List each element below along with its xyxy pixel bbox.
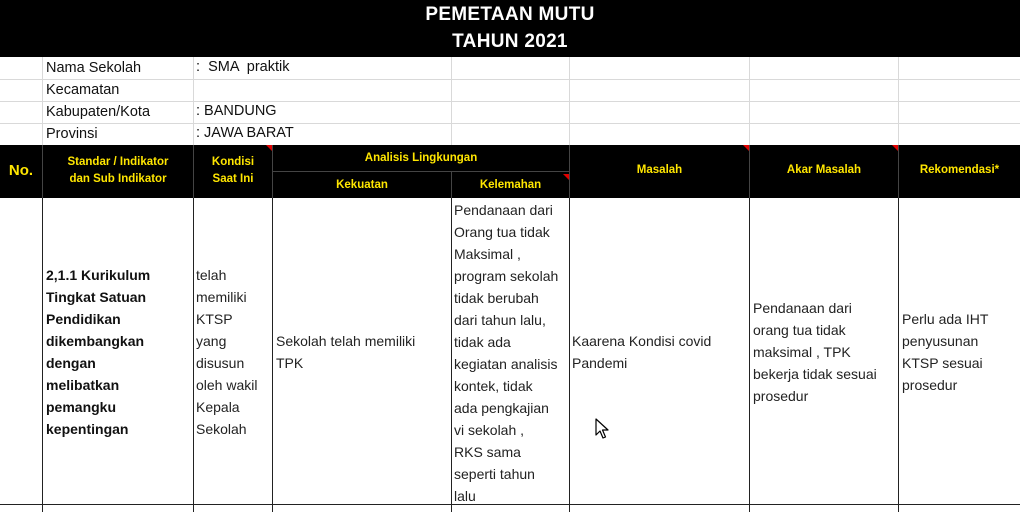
cell-line: Kepala — [196, 399, 240, 415]
info-label: Nama Sekolah — [46, 60, 142, 76]
info-row-nama-sekolah[interactable] — [0, 57, 1020, 80]
cell-line: KTSP — [196, 311, 233, 327]
cell-line: lalu — [454, 488, 476, 504]
info-value: : BANDUNG — [196, 103, 277, 119]
cell-line: memiliki — [196, 289, 247, 305]
cell-standar[interactable] — [46, 264, 191, 440]
info-row-provinsi[interactable] — [0, 123, 1020, 146]
comment-marker-icon[interactable] — [563, 174, 569, 180]
cell-line: program sekolah — [454, 268, 559, 284]
cell-line: Sekolah — [196, 421, 247, 437]
col-akar-masalah: Akar Masalah — [786, 164, 862, 176]
col-kekuatan: Kekuatan — [336, 179, 388, 191]
col-standar-line1: Standar / Indikator — [67, 156, 169, 168]
cell-line: kontek, tidak — [454, 378, 533, 394]
cell-rekomendasi[interactable] — [902, 308, 1018, 396]
document-year: TAHUN 2021 — [452, 31, 568, 52]
cell-kondisi[interactable] — [196, 264, 272, 440]
col-rekomendasi: Rekomendasi* — [919, 164, 1000, 176]
comment-marker-icon[interactable] — [743, 145, 749, 151]
cell-line: oleh wakil — [196, 377, 258, 393]
cell-line: bekerja tidak sesuai — [753, 366, 877, 382]
info-value: : SMA praktik — [196, 59, 290, 75]
cell-line: Pendidikan — [46, 311, 121, 327]
table-row — [0, 198, 1020, 512]
col-kelemahan: Kelemahan — [479, 179, 542, 191]
cell-line: RKS sama — [454, 444, 521, 460]
cell-line: kegiatan analisis — [454, 356, 558, 372]
mouse-cursor-icon — [595, 418, 609, 440]
cell-line: KTSP sesuai — [902, 355, 983, 371]
cell-line: melibatkan — [46, 377, 120, 393]
cell-line: disusun — [196, 355, 245, 371]
col-kondisi-line1: Kondisi — [211, 156, 255, 168]
cell-line: kepentingan — [46, 421, 129, 437]
cell-line: maksimal , TPK — [753, 344, 851, 360]
cell-line: seperti tahun — [454, 466, 535, 482]
cell-masalah[interactable] — [572, 330, 748, 374]
cell-line: telah — [196, 267, 227, 283]
info-value: : JAWA BARAT — [196, 125, 294, 141]
cell-line: Pendanaan dari — [454, 202, 553, 218]
cell-line: dari tahun lalu, — [454, 312, 546, 328]
cell-line: TPK — [276, 355, 304, 371]
cell-line: prosedur — [753, 388, 809, 404]
cell-line: Tingkat Satuan — [46, 289, 147, 305]
col-standar — [43, 154, 193, 188]
info-label: Provinsi — [46, 126, 98, 142]
cell-line: ada pengkajian — [454, 400, 549, 416]
title-bar — [0, 0, 1020, 57]
cell-kelemahan[interactable] — [454, 199, 569, 507]
cell-akar-masalah[interactable] — [753, 297, 897, 407]
document-title: PEMETAAN MUTU — [425, 4, 595, 25]
comment-marker-icon[interactable] — [892, 145, 898, 151]
cell-line: tidak ada — [454, 334, 511, 350]
info-label: Kabupaten/Kota — [46, 104, 151, 120]
cell-kekuatan[interactable] — [276, 330, 450, 374]
cell-line: vi sekolah , — [454, 422, 525, 438]
cell-line: Pendanaan dari — [753, 300, 852, 316]
cell-line: orang tua tidak — [753, 322, 846, 338]
cell-line: Perlu ada IHT — [902, 311, 989, 327]
info-row-kabupaten[interactable] — [0, 101, 1020, 124]
cell-line: Sekolah telah memiliki — [276, 333, 416, 349]
cell-line: 2,1.1 Kurikulum — [46, 267, 151, 283]
cell-line: dengan — [46, 355, 96, 371]
cell-line: prosedur — [902, 377, 958, 393]
cell-line: Maksimal , — [454, 246, 521, 262]
cell-line: pemangku — [46, 399, 117, 415]
col-no: No. — [8, 162, 34, 179]
col-standar-line2: dan Sub Indikator — [69, 173, 167, 185]
col-kondisi — [194, 154, 272, 188]
cell-line: dikembangkan — [46, 333, 145, 349]
cell-line: penyusunan — [902, 333, 979, 349]
info-label: Kecamatan — [46, 82, 120, 98]
cell-line: tidak berubah — [454, 290, 539, 306]
cell-line: yang — [196, 333, 227, 349]
comment-marker-icon[interactable] — [266, 145, 272, 151]
col-analisis: Analisis Lingkungan — [364, 152, 478, 164]
school-info — [0, 57, 1020, 145]
table-header — [0, 145, 1020, 198]
cell-line: Pandemi — [572, 355, 628, 371]
cell-line: Kaarena Kondisi covid — [572, 333, 712, 349]
col-masalah: Masalah — [636, 164, 683, 176]
cell-line: Orang tua tidak — [454, 224, 550, 240]
col-kondisi-line2: Saat Ini — [212, 173, 254, 185]
info-row-kecamatan[interactable] — [0, 79, 1020, 102]
